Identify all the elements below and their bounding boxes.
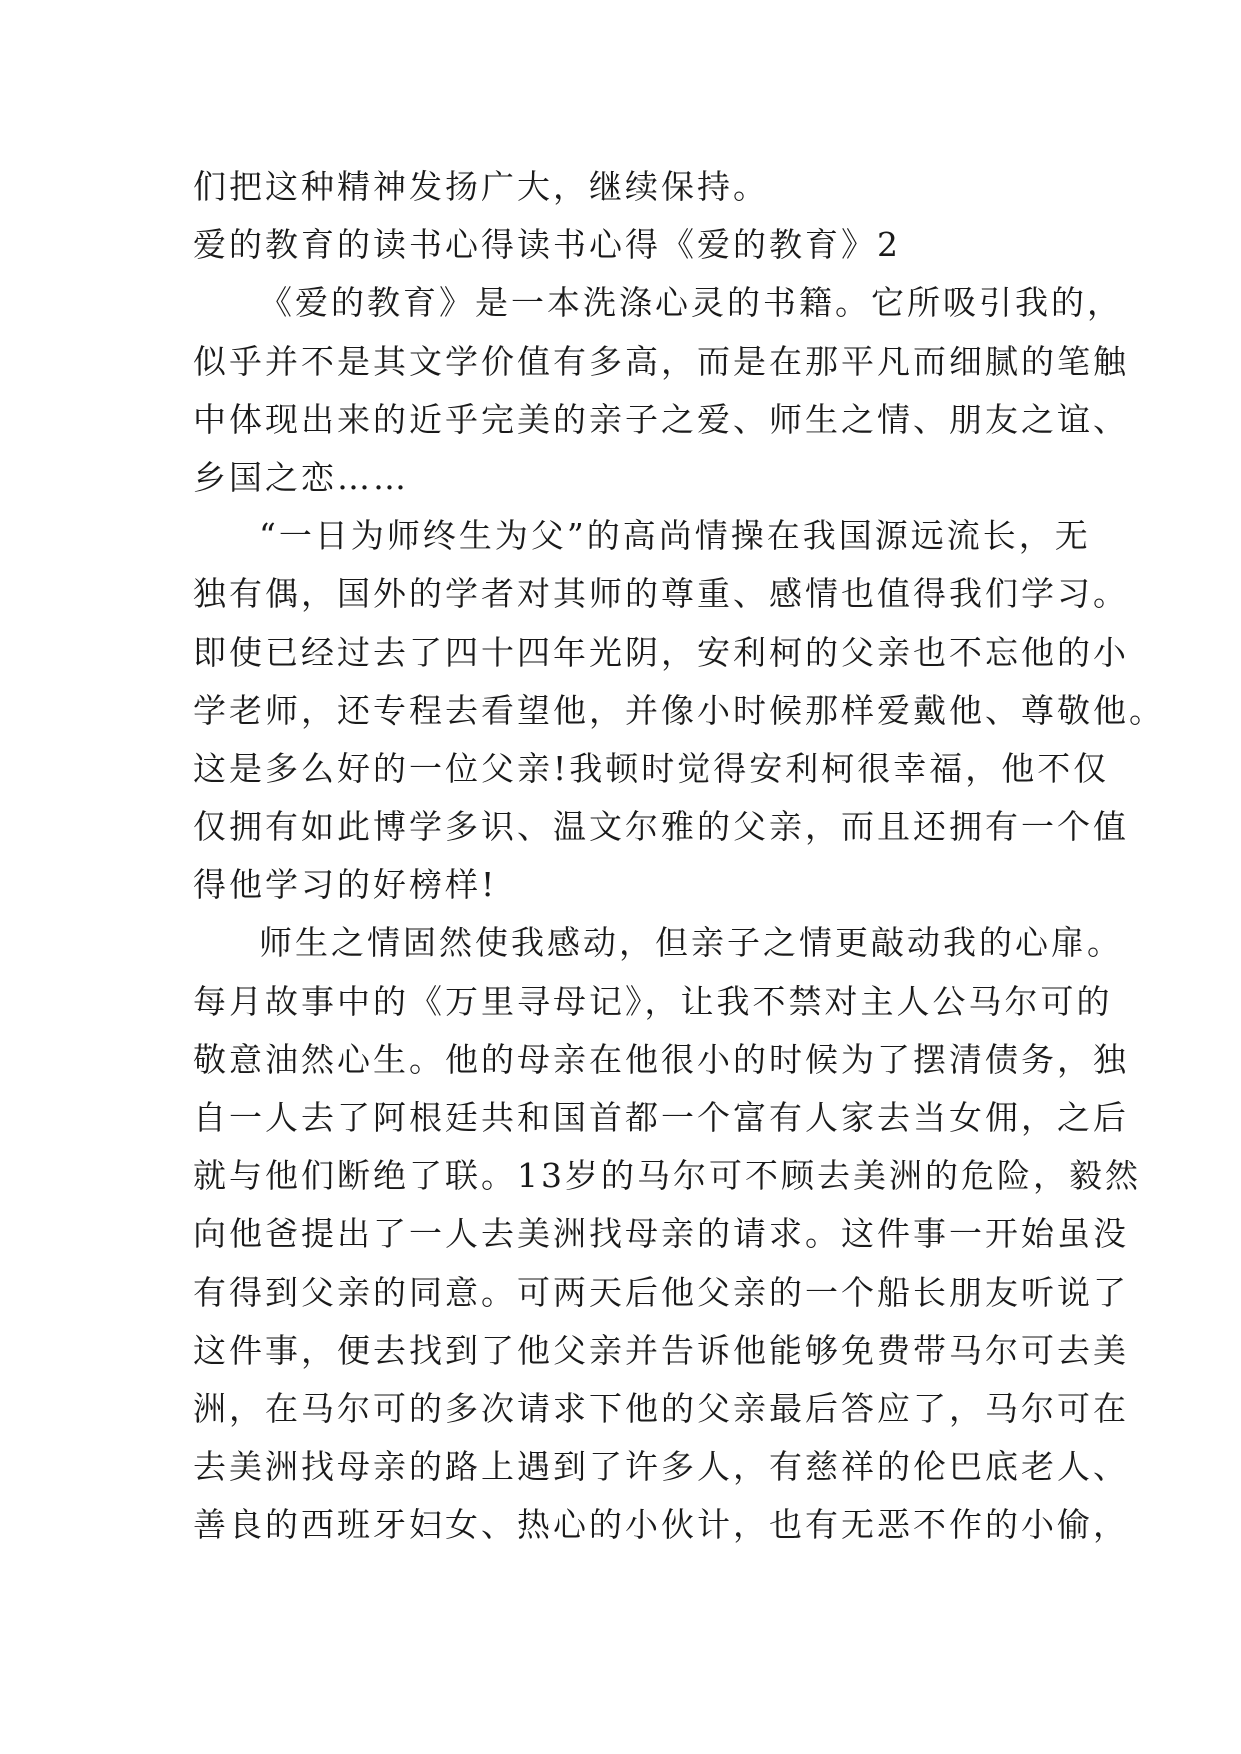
text-line: 得他学习的好榜样! (193, 865, 498, 905)
text-line: 善良的西班牙妇女、热心的小伙计，也有无恶不作的小偷， (193, 1505, 1129, 1545)
text-line: 学老师，还专程去看望他，并像小时候那样爱戴他、尊敬他。 (193, 690, 1165, 730)
text-line: 洲，在马尔可的多次请求下他的父亲最后答应了，马尔可在 (193, 1388, 1129, 1428)
section-heading: 爱的教育的读书心得读书心得《爱的教育》2 (193, 225, 901, 265)
text-line: 们把这种精神发扬广大，继续保持。 (193, 167, 769, 206)
paragraph-start-line: 师生之情固然使我感动，但亲子之情更敲动我的心扉。 (259, 923, 1123, 963)
text-line: 自一人去了阿根廷共和国首都一个富有人家去当女佣，之后 (193, 1098, 1129, 1137)
text-line: 去美洲找母亲的路上遇到了许多人，有慈祥的伦巴底老人、 (193, 1447, 1129, 1487)
text-line: 似乎并不是其文学价值有多高，而是在那平凡而细腻的笔触 (193, 341, 1129, 381)
text-line: 这件事，便去找到了他父亲并告诉他能够免费带马尔可去美 (193, 1330, 1129, 1370)
text-line: 有得到父亲的同意。可两天后他父亲的一个船长朋友听说了 (193, 1272, 1129, 1312)
document-body (193, 158, 1165, 1555)
text-line: 就与他们断绝了联。13岁的马尔可不顾去美洲的危险，毅然 (193, 1156, 1141, 1196)
text-line: 向他爸提出了一人去美洲找母亲的请求。这件事一开始虽没 (193, 1214, 1129, 1254)
text-line: 每月故事中的《万里寻母记》，让我不禁对主人公马尔可的 (193, 981, 1113, 1021)
text-line: 中体现出来的近乎完美的亲子之爱、师生之情、朋友之谊、 (193, 399, 1129, 439)
text-line: 敬意油然心生。他的母亲在他很小的时候为了摆清债务，独 (193, 1039, 1129, 1079)
paragraph-start-line: “一日为师终生为父”的高尚情操在我国源远流长，无 (259, 516, 1091, 556)
text-line: 即使已经过去了四十四年光阴，安利柯的父亲也不忘他的小 (193, 632, 1129, 672)
paragraph-start-line: 《爱的教育》是一本洗涤心灵的书籍。它所吸引我的， (259, 283, 1123, 323)
text-line: 独有偶，国外的学者对其师的尊重、感情也值得我们学习。 (193, 574, 1129, 614)
text-line: 乡国之恋…… (193, 457, 409, 497)
text-line: 这是多么好的一位父亲!我顿时觉得安利柯很幸福，他不仅 (193, 748, 1110, 788)
text-line: 仅拥有如此博学多识、温文尔雅的父亲，而且还拥有一个值 (193, 807, 1129, 847)
